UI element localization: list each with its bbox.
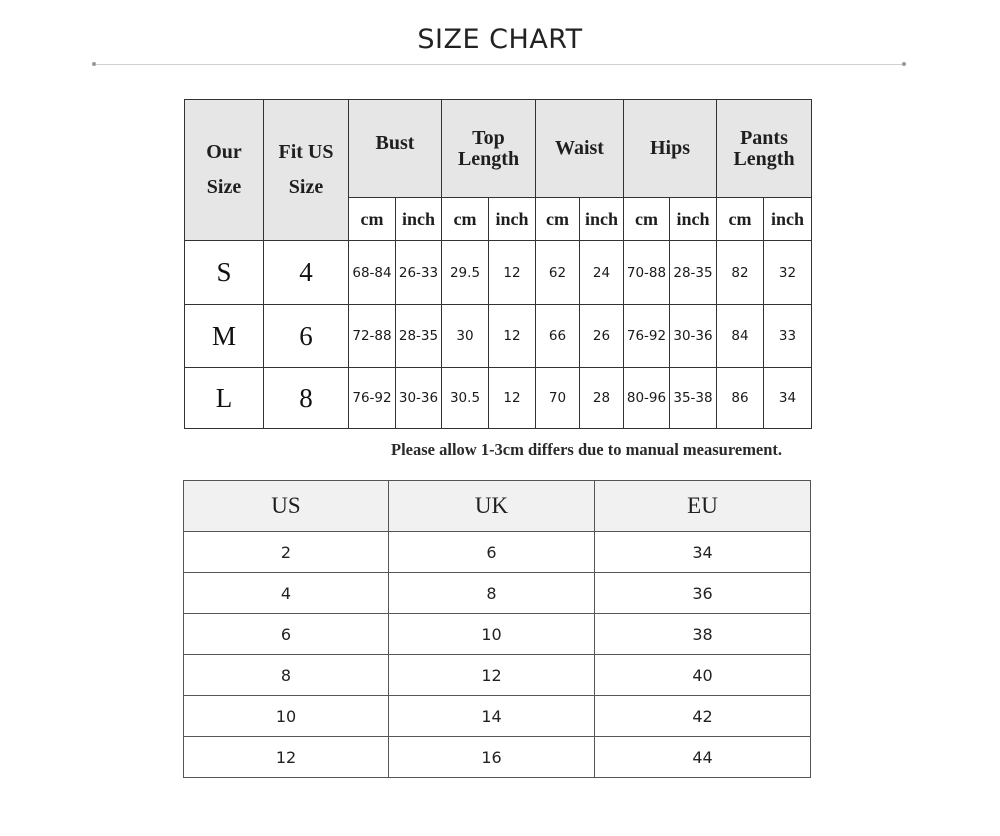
- cell-pants-cm: 86: [717, 368, 764, 429]
- header-line: Length: [733, 147, 795, 170]
- cell-bust-inch: 26-33: [396, 241, 442, 305]
- cell-hips-inch: 28-35: [670, 241, 717, 305]
- cell-us: 2: [184, 532, 389, 573]
- header-line: Fit US: [278, 141, 334, 163]
- cell-us: 4: [184, 573, 389, 614]
- cell-top-cm: 30.5: [442, 368, 489, 429]
- table-row: [184, 532, 811, 573]
- cell-bust-inch: 28-35: [396, 305, 442, 368]
- cell-uk: 6: [389, 532, 595, 573]
- cell-eu: 34: [595, 532, 811, 573]
- cell-eu: 36: [595, 573, 811, 614]
- unit-top-inch: inch: [489, 198, 536, 241]
- conversion-header-eu: EU: [595, 481, 811, 532]
- table-row: [184, 655, 811, 696]
- header-waist: [536, 100, 624, 198]
- row-size: L: [185, 368, 264, 429]
- divider-dot-right: [902, 62, 906, 66]
- cell-us: 8: [184, 655, 389, 696]
- cell-hips-inch: 35-38: [670, 368, 717, 429]
- cell-uk: 8: [389, 573, 595, 614]
- cell-uk: 16: [389, 737, 595, 778]
- header-line: Length: [457, 147, 520, 170]
- cell-top-cm: 29.5: [442, 241, 489, 305]
- cell-pants-inch: 34: [764, 368, 812, 429]
- cell-uk: 10: [389, 614, 595, 655]
- cell-us: 12: [184, 737, 389, 778]
- cell-pants-cm: 82: [717, 241, 764, 305]
- cell-bust-cm: 72-88: [349, 305, 396, 368]
- cell-top-inch: 12: [489, 368, 536, 429]
- unit-top-cm: cm: [442, 198, 489, 241]
- header-hips: [624, 100, 717, 198]
- table-row: [184, 614, 811, 655]
- row-fit-us: 8: [264, 368, 349, 429]
- header-line: Size: [206, 176, 242, 198]
- table-row: [185, 241, 812, 305]
- cell-waist-cm: 66: [536, 305, 580, 368]
- cell-eu: 44: [595, 737, 811, 778]
- cell-bust-cm: 76-92: [349, 368, 396, 429]
- page-title: SIZE CHART: [417, 24, 583, 55]
- cell-eu: 40: [595, 655, 811, 696]
- header-bust: [349, 100, 442, 198]
- header-line: Our: [206, 141, 242, 163]
- cell-eu: 38: [595, 614, 811, 655]
- unit-waist-inch: inch: [580, 198, 624, 241]
- header-top-length: [442, 100, 536, 198]
- title-divider: [94, 64, 904, 65]
- header-our-size: [185, 100, 264, 241]
- table-row: [184, 696, 811, 737]
- cell-hips-cm: 80-96: [624, 368, 670, 429]
- cell-hips-cm: 70-88: [624, 241, 670, 305]
- cell-top-inch: 12: [489, 241, 536, 305]
- unit-bust-cm: cm: [349, 198, 396, 241]
- cell-pants-inch: 33: [764, 305, 812, 368]
- cell-waist-inch: 26: [580, 305, 624, 368]
- cell-uk: 12: [389, 655, 595, 696]
- unit-bust-inch: inch: [396, 198, 442, 241]
- cell-waist-cm: 70: [536, 368, 580, 429]
- cell-uk: 14: [389, 696, 595, 737]
- divider-dot-left: [92, 62, 96, 66]
- size-conversion-table: [183, 480, 811, 778]
- cell-us: 10: [184, 696, 389, 737]
- header-line: Pants: [740, 126, 788, 149]
- table-row: [185, 305, 812, 368]
- row-fit-us: 4: [264, 241, 349, 305]
- cell-top-inch: 12: [489, 305, 536, 368]
- size-chart-table: [184, 99, 812, 429]
- unit-hips-cm: cm: [624, 198, 670, 241]
- cell-bust-cm: 68-84: [349, 241, 396, 305]
- measurement-note: Please allow 1-3cm differs due to manual measurement.: [391, 440, 783, 459]
- unit-hips-inch: inch: [670, 198, 717, 241]
- table-row: [184, 573, 811, 614]
- unit-pants-inch: inch: [764, 198, 812, 241]
- cell-pants-cm: 84: [717, 305, 764, 368]
- cell-hips-inch: 30-36: [670, 305, 717, 368]
- cell-bust-inch: 30-36: [396, 368, 442, 429]
- header-line: Hips: [649, 137, 691, 159]
- table-row: [184, 737, 811, 778]
- row-size: S: [185, 241, 264, 305]
- header-line: Size: [288, 176, 324, 198]
- cell-eu: 42: [595, 696, 811, 737]
- header-line: Bust: [375, 132, 415, 154]
- conversion-header-uk: UK: [389, 481, 595, 532]
- header-pants-length: [717, 100, 812, 198]
- unit-pants-cm: cm: [717, 198, 764, 241]
- header-line: Top: [472, 126, 505, 149]
- row-fit-us: 6: [264, 305, 349, 368]
- table-row: [185, 368, 812, 429]
- row-size: M: [185, 305, 264, 368]
- cell-waist-inch: 28: [580, 368, 624, 429]
- cell-top-cm: 30: [442, 305, 489, 368]
- cell-us: 6: [184, 614, 389, 655]
- header-fit-us-size: [264, 100, 349, 241]
- cell-pants-inch: 32: [764, 241, 812, 305]
- cell-hips-cm: 76-92: [624, 305, 670, 368]
- cell-waist-cm: 62: [536, 241, 580, 305]
- cell-waist-inch: 24: [580, 241, 624, 305]
- header-line: Waist: [555, 137, 604, 159]
- conversion-header-us: US: [184, 481, 389, 532]
- unit-waist-cm: cm: [536, 198, 580, 241]
